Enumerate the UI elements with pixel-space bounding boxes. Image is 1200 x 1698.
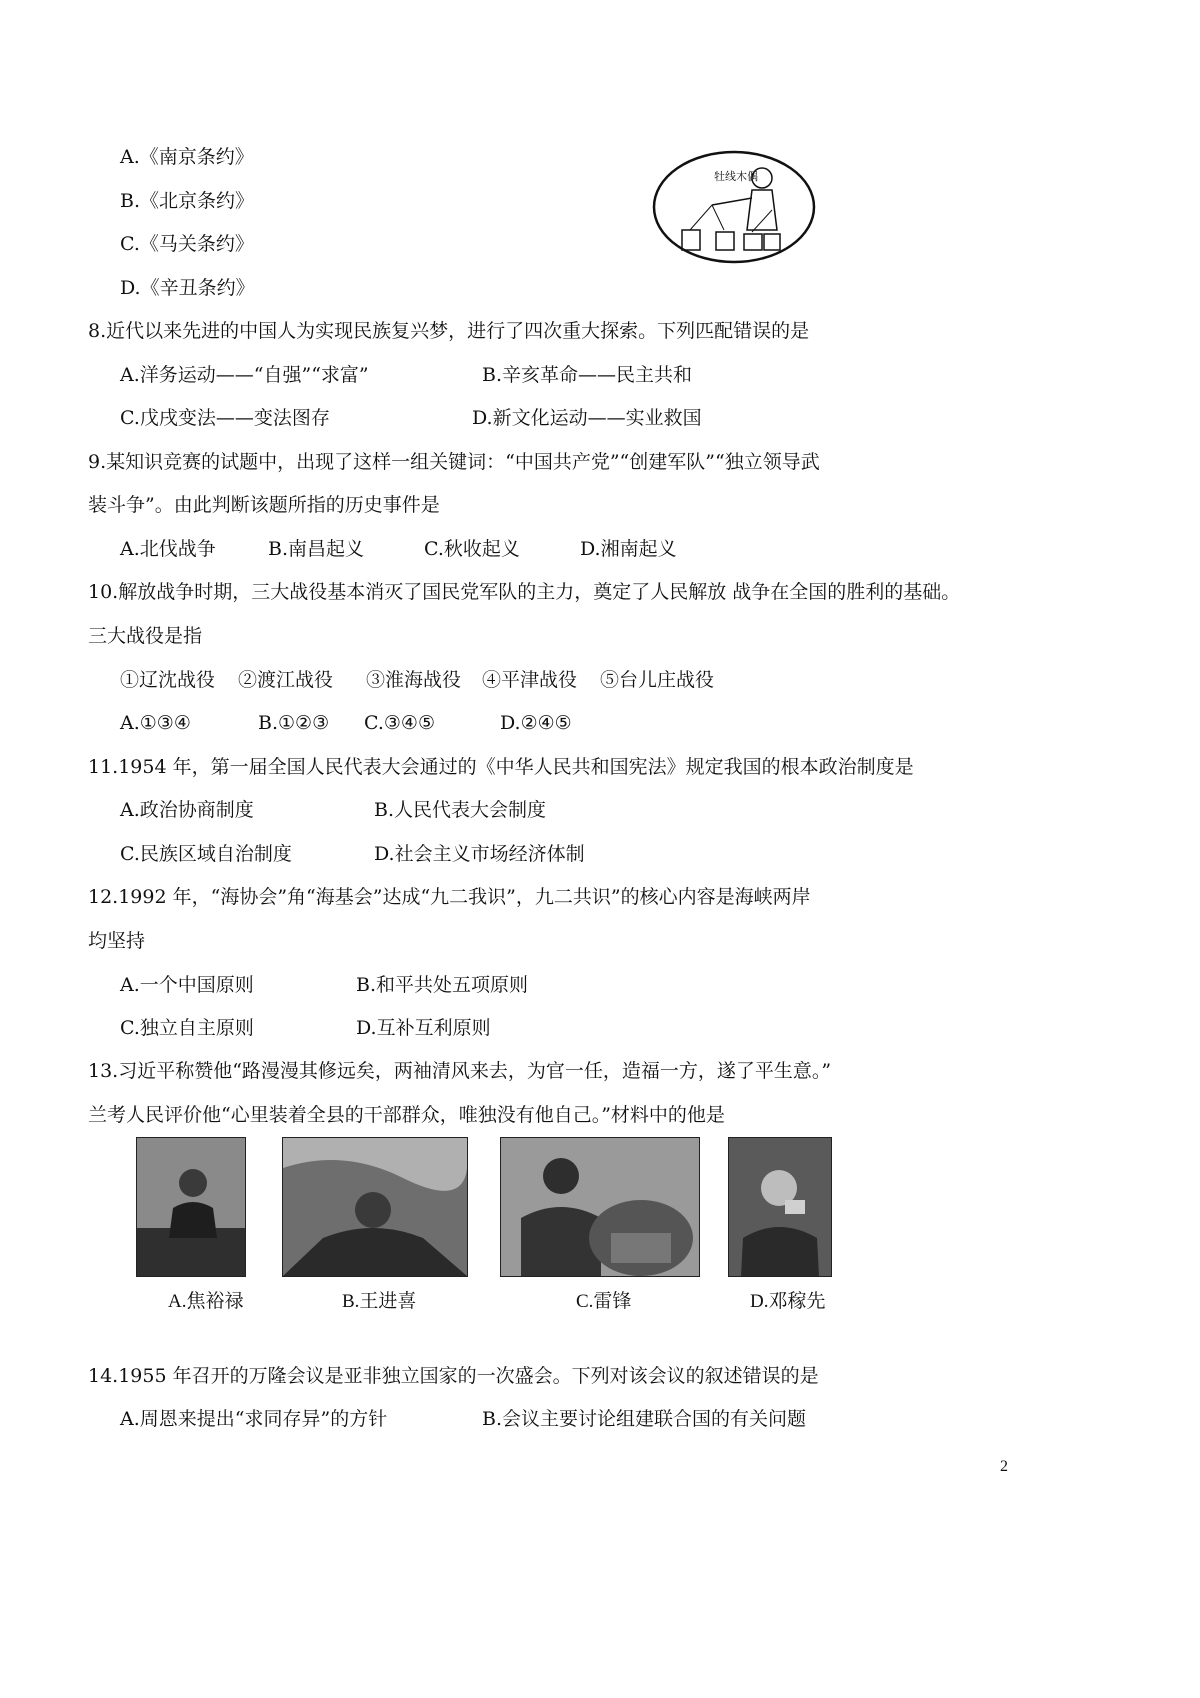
q11-option-c: C.民族区域自治制度 [120, 843, 292, 865]
q14-option-a: A.周恩来提出“求同存异”的方针 [120, 1408, 388, 1430]
photo-option-d [728, 1137, 832, 1277]
cartoon-caption: 牡线木偶 [714, 170, 758, 183]
q12-option-d: D.互补互利原则 [356, 1017, 491, 1039]
q10-option-a: A.①③④ [120, 712, 191, 734]
q10-item-5: ⑤台儿庄战役 [600, 669, 715, 691]
q9-option-c: C.秋收起义 [424, 538, 520, 560]
q9-option-b: B.南昌起义 [268, 538, 365, 560]
q7-option-d: D.《辛丑条约》 [120, 277, 255, 299]
q14-stem: 14.1955 年召开的万隆会议是亚非独立国家的一次盛会。下列对该会议的叙述错误的是 [88, 1365, 819, 1387]
q9-option-d: D.湘南起义 [580, 538, 677, 560]
q11-option-a: A.政治协商制度 [120, 799, 254, 821]
puppet-cartoon-image [652, 150, 817, 265]
q10-option-b: B.①②③ [258, 712, 330, 734]
q10-item-1: ①辽沈战役 [120, 669, 216, 691]
q8-option-b: B.辛亥革命——民主共和 [482, 364, 693, 386]
q8-stem: 8.近代以来先进的中国人为实现民族复兴梦，进行了四次重大探索。下列匹配错误的是 [88, 320, 810, 342]
q12-option-c: C.独立自主原则 [120, 1017, 254, 1039]
q7-option-c: C.《马关条约》 [120, 233, 254, 255]
q10-stem-line2: 三大战役是指 [88, 625, 203, 647]
q13-option-a: A.焦裕禄 [168, 1291, 244, 1312]
q8-option-d: D.新文化运动——实业救国 [472, 407, 702, 429]
q9-stem-line2: 装斗争”。由此判断该题所指的历史事件是 [88, 494, 440, 516]
q10-stem-line1: 10.解放战争时期，三大战役基本消灭了国民党军队的主力，奠定了人民解放 战争在全国的胜利的基础。 [88, 581, 961, 603]
q10-option-d: D.②④⑤ [500, 712, 572, 734]
q9-stem-line1: 9.某知识竞赛的试题中，出现了这样一组关键词：“中国共产党”“创建军队”“独立领导武 [88, 451, 820, 473]
photo-option-b [282, 1137, 468, 1277]
q11-option-b: B.人民代表大会制度 [374, 799, 547, 821]
q8-option-a: A.洋务运动——“自强”“求富” [120, 364, 369, 386]
q11-stem: 11.1954 年，第一届全国人民代表大会通过的《中华人民共和国宪法》规定我国的根本政治制度是 [88, 756, 914, 778]
q12-stem-line1: 12.1992 年，“海协会”角“海基会”达成“九二我识”，九二共识”的核心内容是海峡两岸 [88, 886, 811, 908]
q12-stem-line2: 均坚持 [88, 930, 146, 952]
q13-option-c: C.雷锋 [576, 1291, 632, 1312]
q10-item-3: ③淮海战役 [366, 669, 462, 691]
q8-option-c: C.戊戌变法——变法图存 [120, 407, 330, 429]
photo-option-a [136, 1137, 246, 1277]
q12-option-b: B.和平共处五项原则 [356, 974, 529, 996]
photo-option-c [500, 1137, 700, 1277]
q10-item-2: ②渡江战役 [238, 669, 334, 691]
q13-stem-line1: 13.习近平称赞他“路漫漫其修远矣，两袖清风来去，为官一任，造福一方，遂了平生意。” [88, 1060, 832, 1082]
q13-option-d: D.邓稼先 [750, 1291, 826, 1312]
q14-option-b: B.会议主要讨论组建联合国的有关问题 [482, 1408, 807, 1430]
q12-option-a: A.一个中国原则 [120, 974, 254, 996]
q10-option-c: C.③④⑤ [364, 712, 435, 734]
q7-option-b: B.《北京条约》 [120, 190, 255, 212]
page-number: 2 [1000, 1458, 1008, 1475]
q11-option-d: D.社会主义市场经济体制 [374, 843, 585, 865]
q10-item-4: ④平津战役 [482, 669, 578, 691]
q7-option-a: A.《南京条约》 [120, 146, 254, 168]
q13-option-b: B.王进喜 [342, 1291, 417, 1312]
q13-stem-line2: 兰考人民评价他“心里装着全县的干部群众，唯独没有他自己。”材料中的他是 [88, 1104, 725, 1126]
q9-option-a: A.北伐战争 [120, 538, 216, 560]
